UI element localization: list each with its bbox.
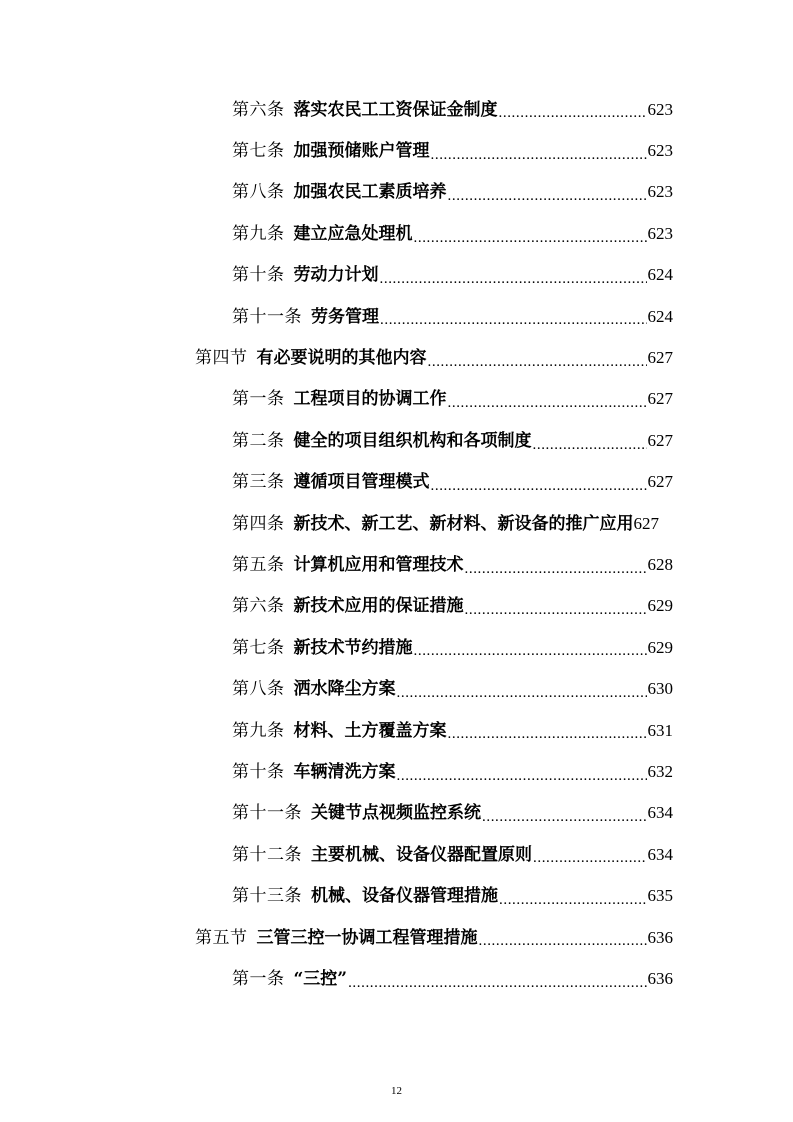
toc-dot-leader xyxy=(397,682,647,710)
toc-article-entry[interactable] xyxy=(0,420,793,461)
toc-entry-page: 629 xyxy=(647,637,673,657)
toc-dot-leader xyxy=(428,351,647,379)
toc-article-entry[interactable] xyxy=(0,296,793,337)
toc-entry-number: 第四节 xyxy=(195,348,248,368)
toc-entry-number: 第六条 xyxy=(232,596,285,616)
toc-entry-number: 第十二条 xyxy=(232,844,302,864)
toc-article-entry[interactable] xyxy=(0,834,793,875)
toc-entry-number: 第十三条 xyxy=(232,886,302,906)
toc-article-entry[interactable] xyxy=(0,586,793,627)
toc-entry-title: 关键节点视频监控系统 xyxy=(311,803,481,824)
toc-dot-leader xyxy=(414,227,647,255)
toc-article-entry[interactable] xyxy=(0,462,793,503)
toc-dot-leader xyxy=(465,599,647,627)
toc-entry-title: 有必要说明的其他内容 xyxy=(256,348,427,369)
toc-entry-number: 第十一条 xyxy=(232,803,302,823)
toc-entry-title: 劳务管理 xyxy=(311,306,379,327)
toc-entry-page: 627 xyxy=(647,389,673,409)
toc-dot-leader xyxy=(499,889,647,917)
toc-entry-page: 634 xyxy=(647,844,673,864)
toc-entry-title: 加强农民工素质培养 xyxy=(293,182,447,203)
page-number: 12 xyxy=(391,1085,402,1097)
toc-entry-title: 主要机械、设备仪器配置原则 xyxy=(311,844,532,865)
toc-entry-number: 第八条 xyxy=(232,679,285,699)
toc-dot-leader xyxy=(431,144,647,172)
toc-entry-title: 计算机应用和管理技术 xyxy=(293,554,464,575)
toc-entry-title: “三控” xyxy=(293,968,348,989)
toc-dot-leader xyxy=(380,268,647,296)
toc-dot-leader xyxy=(414,640,647,668)
toc-entry-number: 第五条 xyxy=(232,554,285,574)
toc-entry-title: 劳动力计划 xyxy=(293,265,379,286)
toc-article-entry[interactable] xyxy=(0,130,793,171)
toc-entry-page: 627 xyxy=(647,472,673,492)
toc-entry-title: 建立应急处理机 xyxy=(293,223,413,244)
toc-entry-title: 遵循项目管理模式 xyxy=(293,472,430,493)
toc-entry-number: 第十一条 xyxy=(232,306,302,326)
toc-entry-number: 第七条 xyxy=(232,141,285,161)
toc-entry-number: 第一条 xyxy=(232,968,285,988)
toc-entry-number: 第一条 xyxy=(232,389,285,409)
toc-entry-title: 材料、土方覆盖方案 xyxy=(293,720,447,741)
toc-entry-title: 机械、设备仪器管理措施 xyxy=(311,886,498,907)
toc-entry-page: 624 xyxy=(647,306,673,326)
toc-article-entry[interactable] xyxy=(0,255,793,296)
toc-article-entry[interactable] xyxy=(0,751,793,792)
toc-entry-number: 第九条 xyxy=(232,720,285,740)
toc-article-entry[interactable] xyxy=(0,875,793,916)
toc-entry-page: 627 xyxy=(633,513,659,533)
toc-entry-page: 627 xyxy=(647,348,673,368)
toc-entry-page: 623 xyxy=(647,99,673,119)
toc-entry-number: 第九条 xyxy=(232,223,285,243)
toc-entry-title: 新技术节约措施 xyxy=(293,637,413,658)
toc-dot-leader xyxy=(533,434,647,462)
toc-article-entry[interactable] xyxy=(0,710,793,751)
toc-entry-page: 635 xyxy=(647,886,673,906)
table-of-contents xyxy=(0,89,793,1000)
toc-entry-title: 加强预储账户管理 xyxy=(293,141,430,162)
toc-article-entry[interactable] xyxy=(0,89,793,130)
toc-article-entry[interactable] xyxy=(0,958,793,999)
toc-entry-title: 洒水降尘方案 xyxy=(293,679,396,700)
toc-dot-leader xyxy=(348,972,646,1000)
toc-entry-page: 624 xyxy=(647,265,673,285)
toc-article-entry[interactable] xyxy=(0,213,793,254)
toc-entry-title: 新技术应用的保证措施 xyxy=(293,596,464,617)
toc-entry-page: 636 xyxy=(647,968,673,988)
toc-entry-page: 623 xyxy=(647,182,673,202)
toc-dot-leader xyxy=(499,102,647,130)
toc-entry-page: 629 xyxy=(647,596,673,616)
toc-entry-number: 第七条 xyxy=(232,637,285,657)
toc-entry-number: 第五节 xyxy=(195,927,248,947)
toc-entry-page: 628 xyxy=(647,554,673,574)
toc-dot-leader xyxy=(479,930,647,958)
toc-dot-leader xyxy=(482,806,647,834)
toc-entry-page: 631 xyxy=(647,720,673,740)
toc-entry-page: 623 xyxy=(647,141,673,161)
toc-entry-number: 第四条 xyxy=(232,513,285,533)
toc-dot-leader xyxy=(448,185,647,213)
toc-entry-title: 健全的项目组织机构和各项制度 xyxy=(293,430,532,451)
toc-article-entry[interactable] xyxy=(0,503,793,544)
toc-dot-leader xyxy=(380,309,647,337)
toc-dot-leader xyxy=(448,723,647,751)
toc-entry-number: 第三条 xyxy=(232,472,285,492)
toc-entry-page: 630 xyxy=(647,679,673,699)
toc-entry-number: 第十条 xyxy=(232,761,285,781)
toc-article-entry[interactable] xyxy=(0,668,793,709)
toc-entry-title: 新技术、新工艺、新材料、新设备的推广应用 xyxy=(293,513,634,534)
toc-entry-page: 634 xyxy=(647,803,673,823)
toc-entry-page: 627 xyxy=(647,430,673,450)
toc-entry-page: 623 xyxy=(647,223,673,243)
toc-dot-leader xyxy=(397,765,647,793)
toc-entry-title: 工程项目的协调工作 xyxy=(293,389,447,410)
toc-article-entry[interactable] xyxy=(0,172,793,213)
toc-dot-leader xyxy=(465,558,647,586)
toc-entry-title: 三管三控一协调工程管理措施 xyxy=(256,927,478,948)
toc-section-entry[interactable] xyxy=(0,917,793,958)
toc-entry-number: 第十条 xyxy=(232,265,285,285)
toc-section-entry[interactable] xyxy=(0,337,793,378)
toc-entry-page: 632 xyxy=(647,761,673,781)
toc-dot-leader xyxy=(533,847,647,875)
toc-entry-title: 落实农民工工资保证金制度 xyxy=(293,99,498,120)
toc-article-entry[interactable] xyxy=(0,627,793,668)
toc-entry-number: 第二条 xyxy=(232,430,285,450)
toc-article-entry[interactable] xyxy=(0,793,793,834)
toc-dot-leader xyxy=(431,475,647,503)
toc-entry-number: 第六条 xyxy=(232,99,285,119)
toc-entry-page: 636 xyxy=(647,927,673,947)
toc-entry-number: 第八条 xyxy=(232,182,285,202)
toc-article-entry[interactable] xyxy=(0,379,793,420)
toc-entry-title: 车辆清洗方案 xyxy=(293,761,396,782)
toc-dot-leader xyxy=(448,392,647,420)
toc-article-entry[interactable] xyxy=(0,544,793,585)
